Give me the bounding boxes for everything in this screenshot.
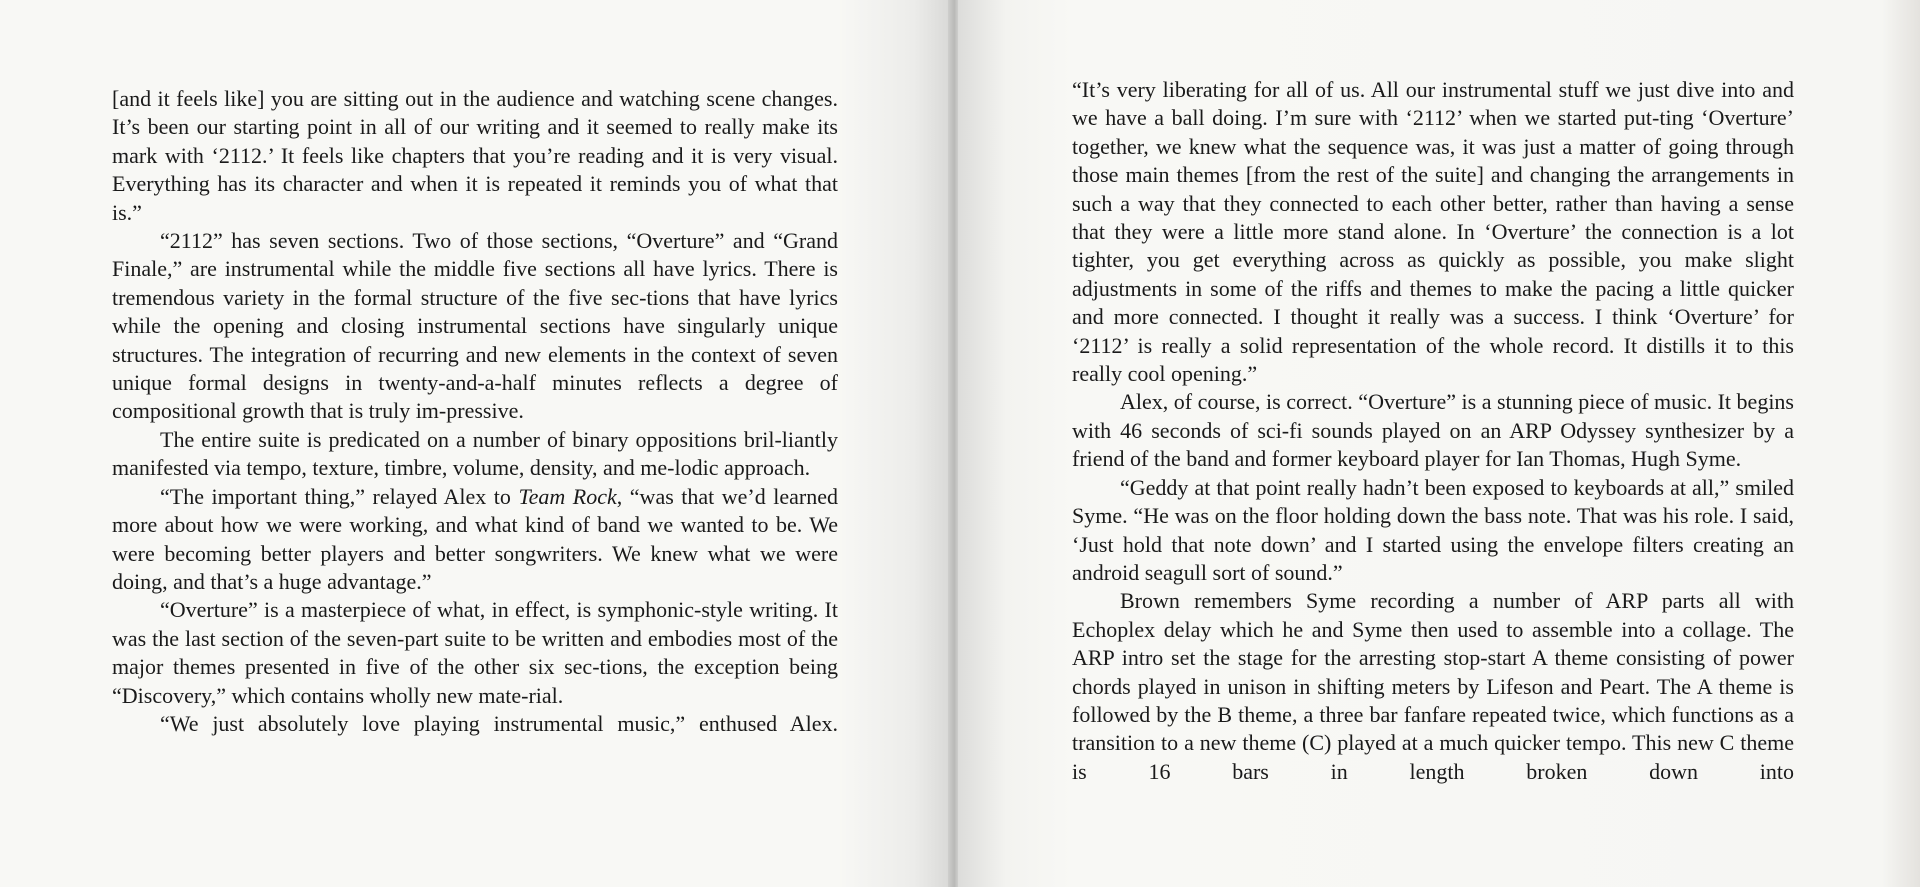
paragraph: “Overture” is a masterpiece of what, in effect, is symphonic-style writing. It was the last section of the seven-part suite to be written and embodies most of the major themes presented in five of the other six sec-tions, the exception being “Discovery,” which contains wholly new mate-rial. bbox=[112, 597, 838, 708]
paragraph: The entire suite is predicated on a number of binary oppositions bril-liantly manifested via tempo, texture, timbre, volume, density, and me-lodic approach. bbox=[112, 426, 838, 481]
paragraph-text: “The important thing,” relayed Alex to bbox=[160, 483, 519, 509]
paragraph: “2112” has seven sections. Two of those sections, “Overture” and “Grand Finale,” are instrumental while the middle five sections all have lyrics. There is tremendous variety in the formal structure of the five sec-tions that have lyrics while the opening and closing instrumental sections have singularly unique structures. The integration of recurring and new elements in the context of seven unique formal designs in twenty-and-a-half minutes reflects a degree of compositional growth that is truly im-pressive. bbox=[112, 228, 838, 424]
right-page bbox=[958, 0, 1920, 887]
paragraph: Alex, of course, is correct. “Overture” is a stunning piece of music. It begins with 46 seconds of sci-fi sounds played on an ARP Odyssey synthesizer by a friend of the band and former keyboard player for Ian Thomas, Hugh Syme. bbox=[1072, 389, 1794, 472]
paragraph: “It’s very liberating for all of us. All our instrumental stuff we just dive into and we have a ball doing. I’m sure with ‘2112’ when we started put-ting ‘Overture’ together, we knew what the sequence was, it was just a matter of going through those main themes [from the rest of the suite] and changing the arrangements in such a way that they connected to each other better, rather than having a sense that they were a little more stand alone. In ‘Overture’ the connection is a lot tighter, you get everything across as quickly as possible, you make slight adjustments in some of the riffs and themes to make the pacing a little quicker and more connected. I thought it really was a success. I think ‘Overture’ for ‘2112’ is really a solid representation of the whole record. It distills it to this really cool opening.” bbox=[1072, 77, 1794, 387]
paragraph: “Geddy at that point really hadn’t been exposed to keyboards at all,” smiled Syme. “He was on the floor holding down the bass note. That was his role. I said, ‘Just hold that note down’ and I started using the envelope filters creating an android seagull sort of sound.” bbox=[1072, 474, 1794, 585]
left-page-text bbox=[112, 85, 838, 738]
right-page-text bbox=[1072, 76, 1794, 786]
publication-title: Team Rock bbox=[518, 483, 617, 509]
paragraph-text: , “was that we’d learned more about how we were working, and what kind of band we wanted to be. We were becoming better players and better songwriters. We knew what we were doing, and that’s a huge advantage.” bbox=[112, 483, 838, 594]
paragraph: [and it feels like] you are sitting out in the audience and watching scene changes. It’s been our starting point in all of our writing and it seemed to really make its mark with ‘2112.’ It feels like chapters that you’re reading and it is very visual. Everything has its character and when it is repeated it reminds you of what that is.” bbox=[112, 86, 838, 225]
paragraph: Brown remembers Syme recording a number of ARP parts all with Echoplex delay which he and Syme then used to assemble into a collage. The ARP intro set the stage for the arresting stop-start A theme consisting of power chords played in unison in shifting meters by Lifeson and Peart. The A theme is followed by the B theme, a three bar fanfare repeated twice, which functions as a transition to a new theme (C) played at a much quicker tempo. This new C theme is 16 bars in length broken down into bbox=[1072, 588, 1794, 784]
paragraph bbox=[112, 483, 838, 597]
paragraph: “We just absolutely love playing instrumental music,” enthused Alex. bbox=[160, 710, 838, 736]
left-page bbox=[0, 0, 952, 887]
